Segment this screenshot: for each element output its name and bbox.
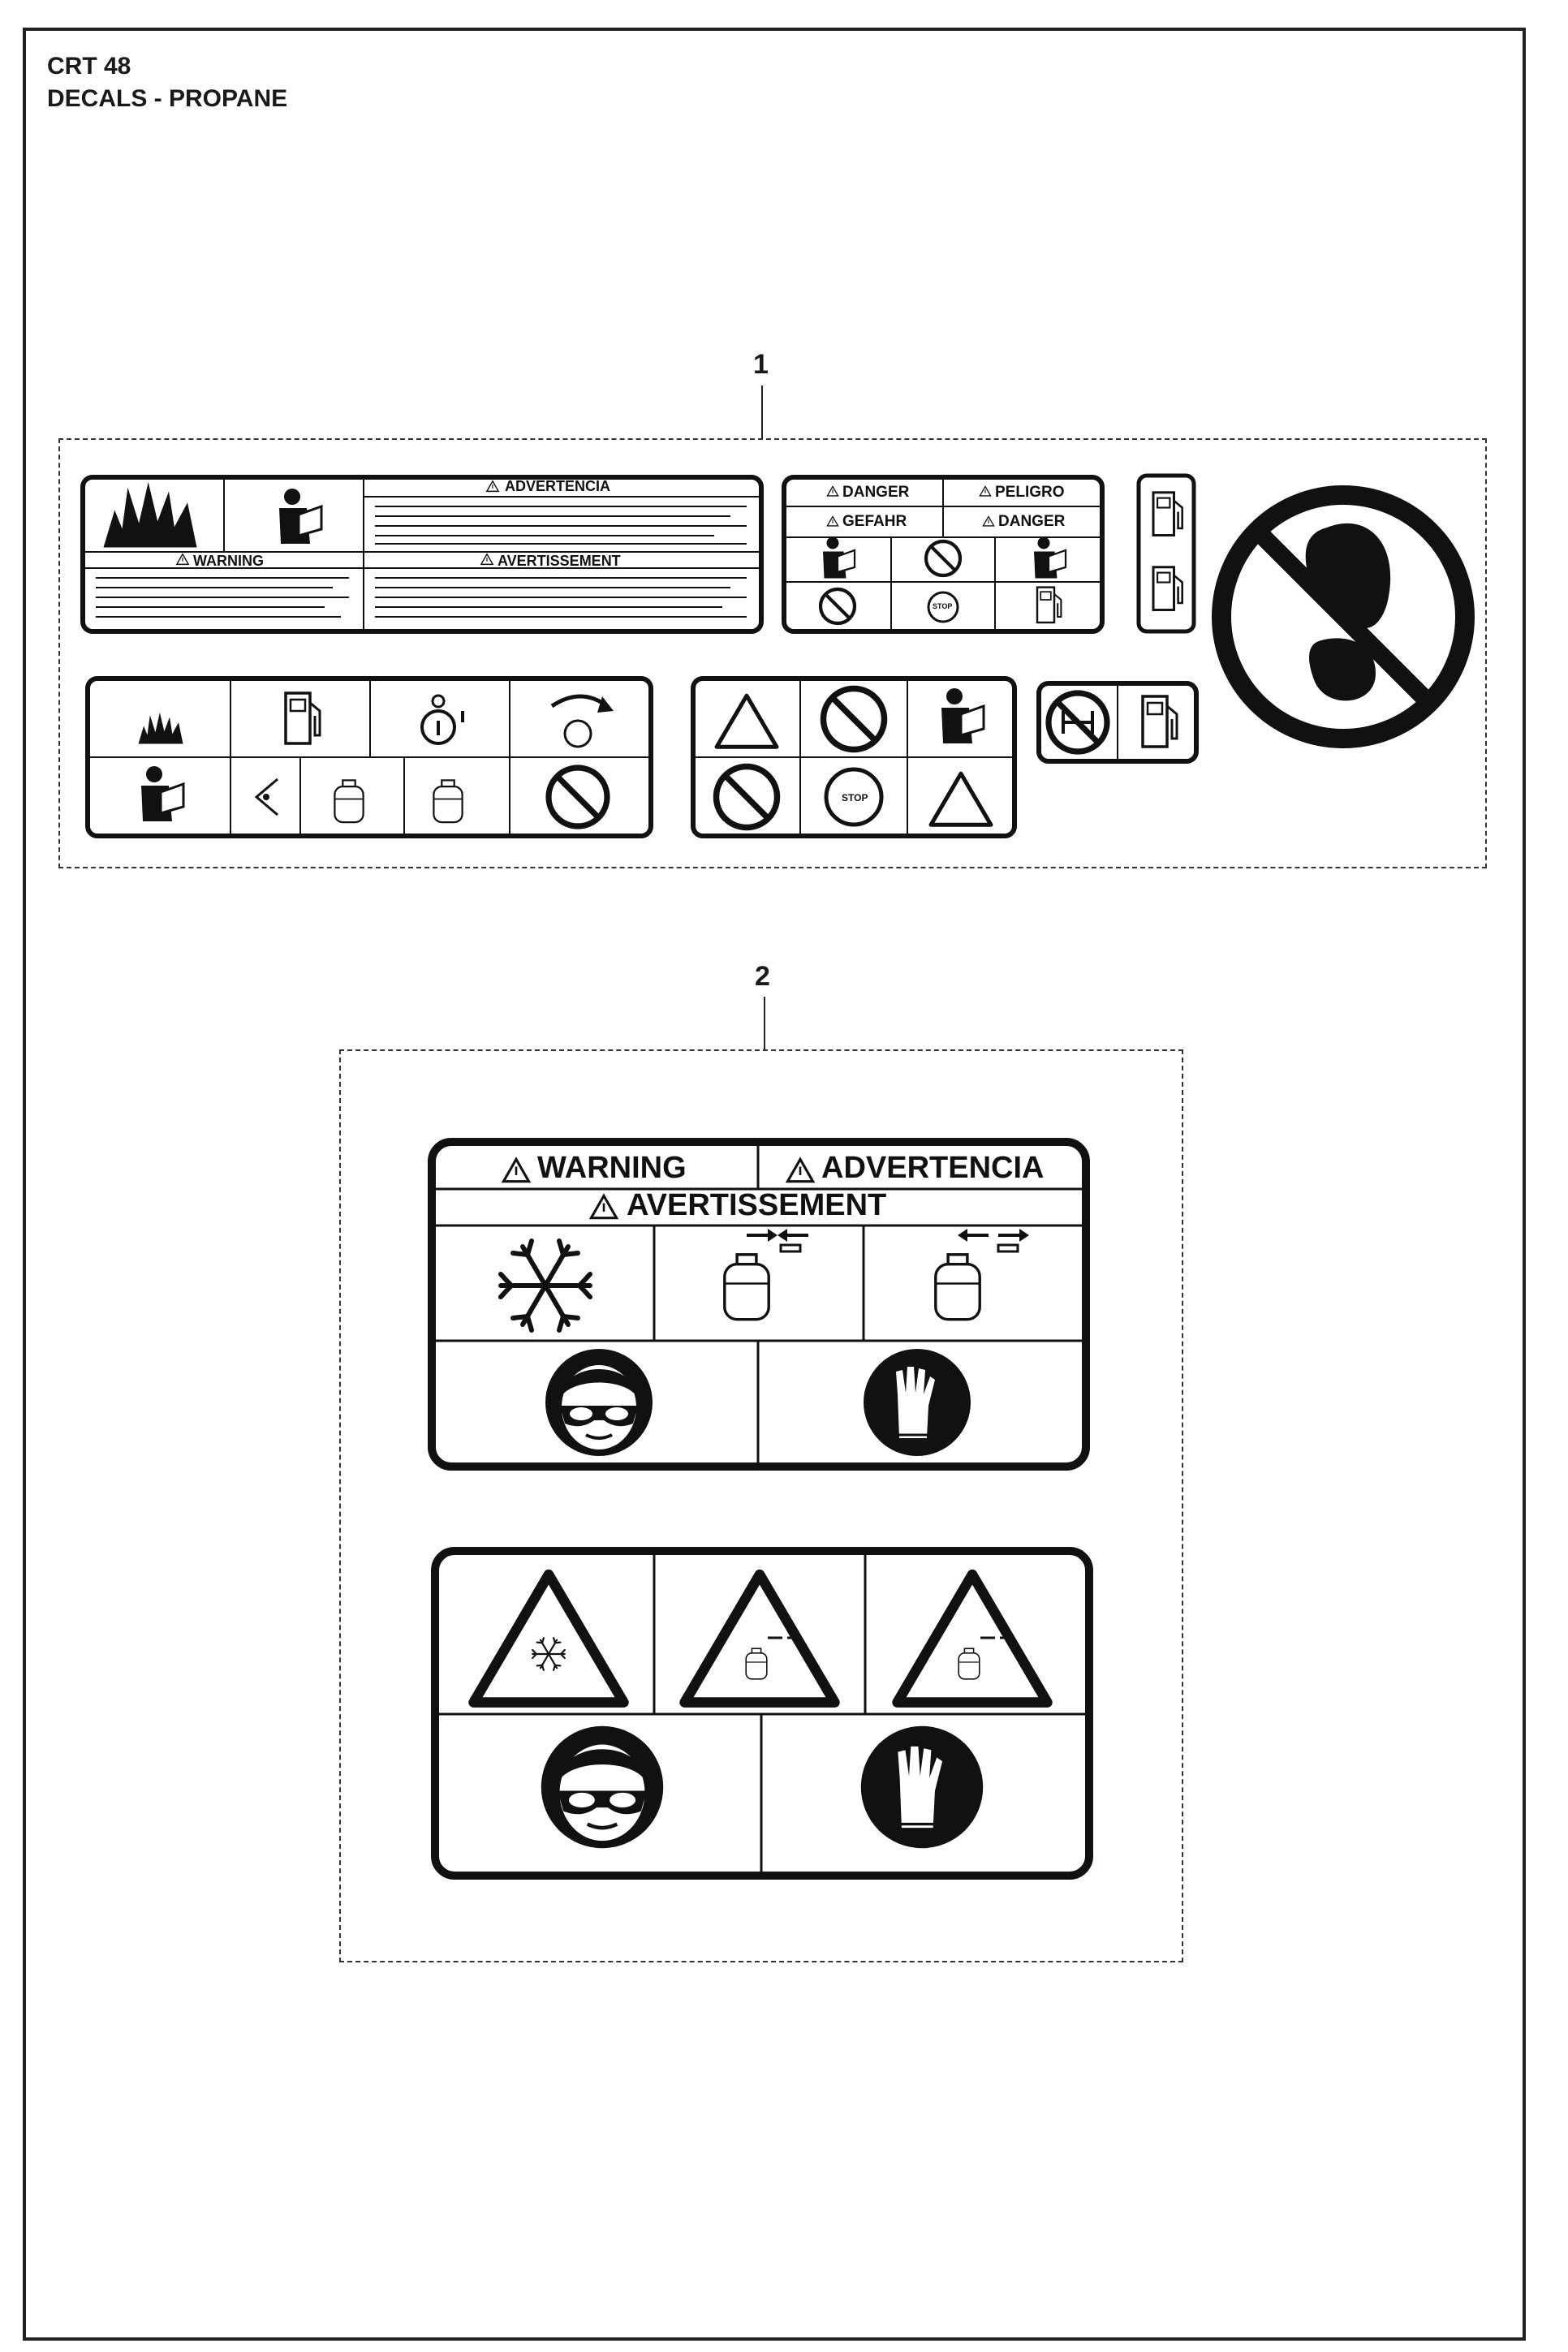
decal-danger-pictograms (693, 678, 1014, 836)
decal2-label-avertissement: AVERTISSEMENT (627, 1188, 887, 1222)
decal-label-peligro: PELIGRO (995, 484, 1065, 501)
decal-label-advertencia: ADVERTENCIA (505, 478, 611, 494)
decal-lpg-strip (1139, 476, 1194, 631)
decal-label-danger-fr: DANGER (998, 513, 1066, 530)
decal-warning-multilingual (83, 477, 761, 631)
safety-goggles-icon (541, 1726, 663, 1848)
safety-goggles-icon (545, 1349, 653, 1456)
safety-gloves-icon (864, 1349, 971, 1456)
decal2-label-advertencia: ADVERTENCIA (821, 1151, 1045, 1185)
stop-label: STOP (933, 602, 953, 610)
propane-cylinder-leak-icon (433, 780, 462, 822)
safety-gloves-icon (861, 1726, 983, 1848)
model-name: CRT 48 (47, 53, 131, 80)
decal-pictogram-operation (88, 678, 651, 836)
decal-label-gefahr: GEFAHR (842, 513, 907, 530)
propane-cylinder-icon (334, 780, 363, 822)
no-step-icon (1221, 495, 1465, 739)
callout-1: 1 (753, 349, 769, 380)
decal-propane-handling-pictograms (435, 1551, 1089, 1876)
stop-label: STOP (842, 792, 868, 803)
decal-label-warning: WARNING (193, 553, 264, 569)
decal-no-pass-lpg (1039, 683, 1196, 761)
callout-2: 2 (755, 961, 770, 992)
decal2-label-warning: WARNING (537, 1151, 687, 1185)
decal-label-danger: DANGER (842, 484, 910, 501)
section-name: DECALS - PROPANE (47, 85, 288, 112)
decal-label-avertissement: AVERTISSEMENT (498, 553, 621, 569)
